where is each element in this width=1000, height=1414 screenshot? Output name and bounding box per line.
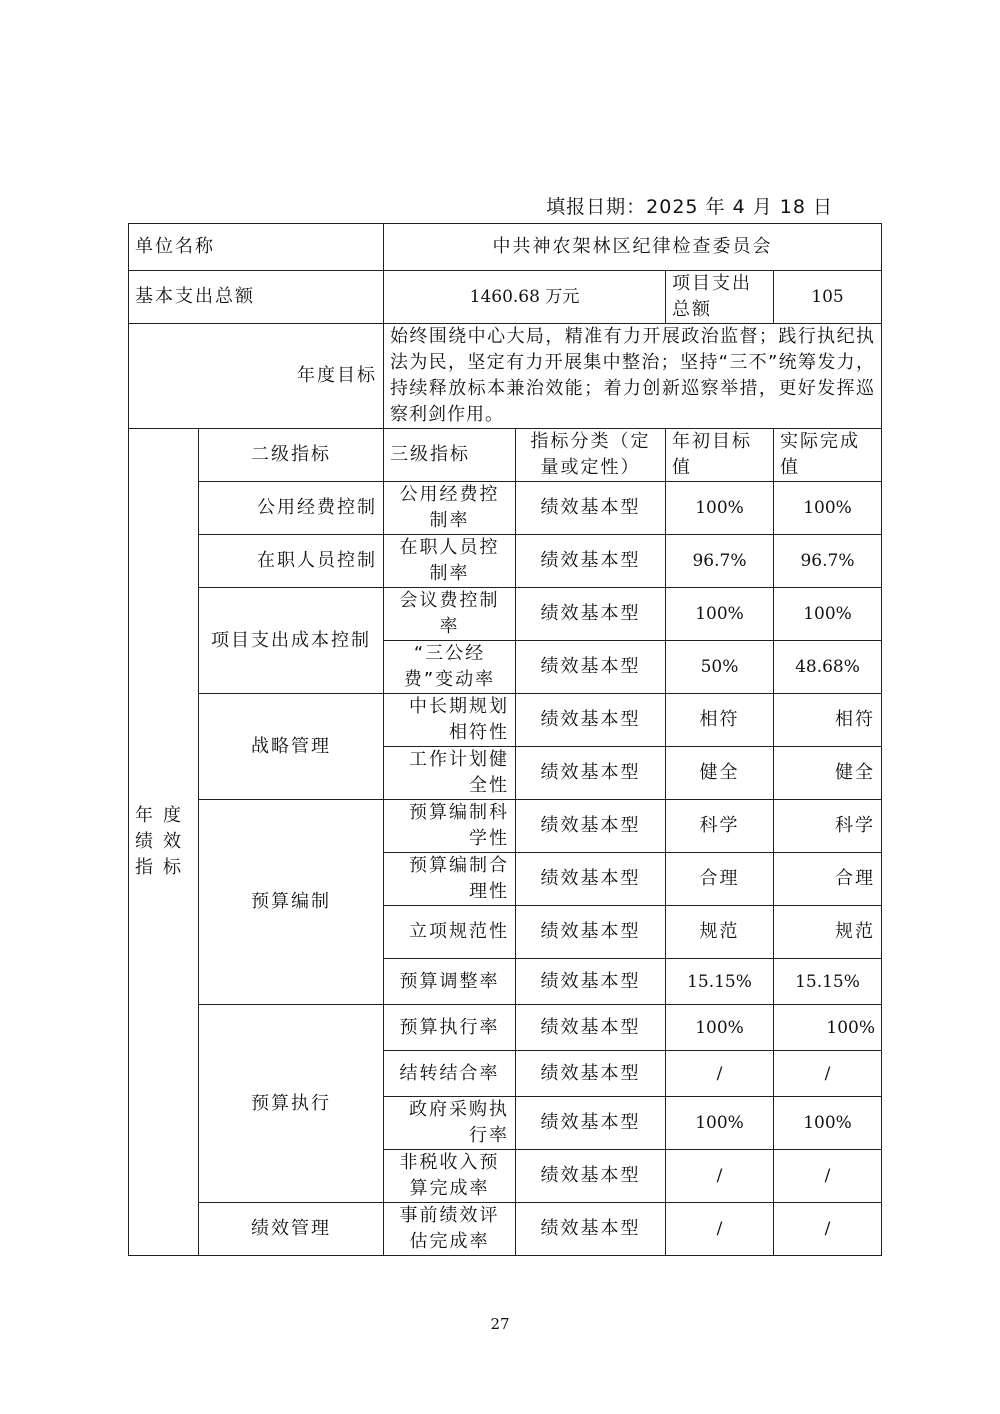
category-cell: 绩效基本型 [516,906,666,959]
level2-cell: 战略管理 [199,694,384,800]
fill-date: 填报日期：2025 年 4 月 18 日 [546,196,833,218]
category-cell: 绩效基本型 [516,588,666,641]
unit-row [129,224,882,271]
target-cell: 100% [666,1097,774,1150]
category-cell: 绩效基本型 [516,535,666,588]
actual-cell: 100% [774,588,882,641]
level3-cell: 预算执行率 [384,1005,516,1051]
table-row [129,694,882,747]
basic-expense-label: 基本支出总额 [129,271,384,324]
category-cell: 绩效基本型 [516,1203,666,1256]
goal-row [129,324,882,429]
target-cell: / [666,1203,774,1256]
level3-cell: “三公经费”变动率 [384,641,516,694]
category-cell: 绩效基本型 [516,800,666,853]
level3-cell: 公用经费控制率 [384,482,516,535]
level3-cell: 非税收入预算完成率 [384,1150,516,1203]
level3-cell: 政府采购执行率 [384,1097,516,1150]
target-cell: 100% [666,588,774,641]
category-cell: 绩效基本型 [516,1051,666,1097]
unit-value: 中共神农架林区纪律检查委员会 [384,224,882,271]
level3-cell: 工作计划健全性 [384,747,516,800]
header-actual: 实际完成值 [774,429,882,482]
category-cell: 绩效基本型 [516,853,666,906]
actual-cell: 100% [774,482,882,535]
performance-table [128,223,882,1256]
category-cell: 绩效基本型 [516,1097,666,1150]
level2-cell: 公用经费控制 [199,482,384,535]
actual-cell: 48.68% [774,641,882,694]
category-cell: 绩效基本型 [516,641,666,694]
level2-cell: 绩效管理 [199,1203,384,1256]
actual-cell: / [774,1203,882,1256]
basic-expense-value: 1460.68 万元 [384,271,666,324]
category-cell: 绩效基本型 [516,1005,666,1051]
category-cell: 绩效基本型 [516,959,666,1005]
level3-cell: 事前绩效评估完成率 [384,1203,516,1256]
actual-cell: / [774,1150,882,1203]
target-cell: 合理 [666,853,774,906]
level3-cell: 预算编制合理性 [384,853,516,906]
annual-indicators-label: 年度绩效指标 [129,429,199,1256]
annual-goal-label: 年度目标 [129,324,384,429]
actual-cell: 规范 [774,906,882,959]
target-cell: 50% [666,641,774,694]
level3-cell: 预算编制科学性 [384,800,516,853]
target-cell: 科学 [666,800,774,853]
level3-cell: 中长期规划相符性 [384,694,516,747]
project-expense-value: 105 [774,271,882,324]
level3-cell: 预算调整率 [384,959,516,1005]
target-cell: 100% [666,482,774,535]
category-cell: 绩效基本型 [516,1150,666,1203]
table-row [129,1203,882,1256]
level3-cell: 会议费控制率 [384,588,516,641]
actual-cell: / [774,1051,882,1097]
table-row [129,1005,882,1051]
header-level3: 三级指标 [384,429,516,482]
target-cell: 健全 [666,747,774,800]
table-row [129,800,882,853]
header-category: 指标分类（定量或定性） [516,429,666,482]
header-level2: 二级指标 [199,429,384,482]
table-row [129,588,882,641]
category-cell: 绩效基本型 [516,482,666,535]
level2-cell: 项目支出成本控制 [199,588,384,694]
page-number: 27 [490,1315,510,1333]
table-row [129,482,882,535]
unit-label: 单位名称 [129,224,384,271]
actual-cell: 100% [774,1005,882,1051]
target-cell: 15.15% [666,959,774,1005]
annual-goal-text: 始终围绕中心大局，精准有力开展政治监督；践行执纪执法为民，坚定有力开展集中整治；坚持“三不”统筹发力，持续释放标本兼治效能；着力创新巡察举措，更好发挥巡察利剑作用。 [384,324,882,429]
actual-cell: 健全 [774,747,882,800]
actual-cell: 相符 [774,694,882,747]
actual-cell: 15.15% [774,959,882,1005]
target-cell: 相符 [666,694,774,747]
target-cell: 规范 [666,906,774,959]
actual-cell: 100% [774,1097,882,1150]
table-row [129,535,882,588]
level2-cell: 在职人员控制 [199,535,384,588]
level2-cell: 预算执行 [199,1005,384,1203]
category-cell: 绩效基本型 [516,747,666,800]
actual-cell: 合理 [774,853,882,906]
level3-cell: 立项规范性 [384,906,516,959]
indicator-header-row [129,429,882,482]
budget-row [129,271,882,324]
project-expense-label: 项目支出总额 [666,271,774,324]
target-cell: 100% [666,1005,774,1051]
actual-cell: 96.7% [774,535,882,588]
category-cell: 绩效基本型 [516,694,666,747]
actual-cell: 科学 [774,800,882,853]
header-target: 年初目标值 [666,429,774,482]
target-cell: / [666,1150,774,1203]
level3-cell: 在职人员控制率 [384,535,516,588]
level2-cell: 预算编制 [199,800,384,1005]
target-cell: 96.7% [666,535,774,588]
target-cell: / [666,1051,774,1097]
level3-cell: 结转结合率 [384,1051,516,1097]
